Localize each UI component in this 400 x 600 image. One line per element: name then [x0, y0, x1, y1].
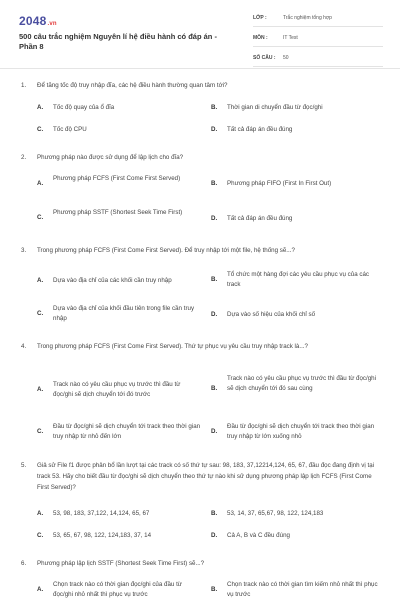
option-letter: D.: [211, 532, 218, 539]
meta-table: [253, 12, 383, 67]
option-letter: C.: [37, 532, 44, 539]
option-text: Thời gian di chuyển đầu từ đọc/ghi: [227, 104, 323, 111]
question-number: 4.: [21, 343, 27, 350]
option-letter: B.: [211, 510, 218, 517]
document-title: 500 câu trắc nghiệm Nguyên lí hệ điều hành có đáp án - Phần 8: [19, 32, 217, 51]
question-text: [21, 152, 381, 163]
meta-label-count: SỐ CÂU :: [253, 55, 276, 61]
question-3: [21, 245, 381, 256]
header-divider: [0, 68, 400, 69]
question-number: 2.: [21, 154, 27, 161]
option-text: Đầu từ đọc/ghi sẽ dịch chuyển tới track theo thời gian truy nhập từ nhỏ đến lớn: [53, 423, 201, 440]
question-6: [21, 558, 381, 569]
option-text: Tốc độ CPU: [53, 126, 87, 133]
site-logo[interactable]: [19, 14, 57, 28]
option-letter: C.: [37, 428, 44, 435]
question-1: [21, 80, 381, 91]
question-text: [21, 80, 381, 91]
option-text: Dựa vào địa chỉ của khối đầu tiên trong file cần truy nhập: [53, 305, 195, 322]
option-text: Chọn track nào có thời gian đọc/ghi của đầu từ đọc/ghi nhỏ nhất thì phục vụ trước: [53, 581, 182, 598]
option-text: 53, 65, 67, 98, 122, 124,183, 37, 14: [53, 532, 152, 539]
option-letter: A.: [37, 510, 44, 517]
logo-tld: .vn: [47, 21, 57, 27]
meta-value-class: Trắc nghiệm tổng hợp: [283, 15, 332, 21]
meta-value-subject: IT Test: [283, 35, 298, 41]
question-2: [21, 152, 381, 163]
option-letter: D.: [211, 311, 218, 318]
option-letter: B.: [211, 104, 218, 111]
option-letter: C.: [37, 310, 44, 317]
option-letter: D.: [211, 215, 218, 222]
option-letter: A.: [37, 180, 44, 187]
option-text: Tổ chức một hàng đợi các yêu cầu phục vụ của các track: [227, 271, 369, 288]
question-text: [21, 558, 381, 569]
option-letter: B.: [211, 276, 218, 283]
question-text: [21, 460, 382, 493]
option-text: Dựa vào địa chỉ của các khối cần truy nhập: [53, 277, 172, 284]
option-text: 53, 14, 37, 65,67, 98, 122, 124,183: [227, 510, 324, 517]
option-text: Phương pháp FIFO (First In First Out): [227, 180, 332, 187]
option-text: Tất cả đáp án đều đúng: [227, 215, 293, 222]
option-letter: C.: [37, 126, 44, 133]
option-text: Track nào có yêu cầu phục vụ trước thì đầu từ đọc/ghi sẽ dịch chuyển tới đó trước: [53, 381, 181, 398]
option-letter: D.: [211, 428, 218, 435]
option-text: Tốc độ quay của ổ đĩa: [53, 104, 115, 111]
option-letter: A.: [37, 386, 44, 393]
option-letter: A.: [37, 104, 44, 111]
option-text: 53, 98, 183, 37,122, 14,124, 65, 67: [53, 510, 150, 517]
meta-row-count: [253, 52, 383, 67]
option-text: Phương pháp SSTF (Shortest Seek Time First): [53, 209, 183, 216]
question-number: 6.: [21, 560, 27, 567]
meta-value-count: 50: [283, 55, 289, 61]
option-text: Phương pháp FCFS (First Come First Served): [53, 175, 181, 182]
question-body: Phương pháp lập lịch SSTF (Shortest Seek Time First) sẽ...?: [37, 560, 205, 567]
option-text: Chọn track nào có thời gian tìm kiếm nhỏ nhất thì phục vụ trước: [227, 581, 378, 598]
option-text: Cả A, B và C đều đúng: [227, 532, 290, 539]
question-number: 3.: [21, 247, 27, 254]
question-body: Phương pháp nào được sử dụng để lập lịch cho đĩa?: [37, 154, 184, 161]
logo-brand: 2048: [19, 14, 47, 28]
option-text: Đầu từ đọc/ghi sẽ dịch chuyển tới track theo thời gian truy nhập từ lớn xuống nhỏ: [227, 423, 375, 440]
option-letter: B.: [211, 180, 218, 187]
option-letter: C.: [37, 214, 44, 221]
option-text: Track nào có yêu cầu phục vụ trước thì đầu từ đọc/ghi sẽ dịch chuyển tới đó sau cùng: [227, 375, 377, 392]
option-text: Dựa vào số hiệu của khối chỉ số: [227, 311, 316, 318]
question-body: Trong phương pháp FCFS (First Come First Served). Để truy nhập tới một file, hệ thống sẽ...?: [37, 247, 295, 254]
question-text: [21, 341, 382, 352]
option-letter: A.: [37, 586, 44, 593]
option-letter: A.: [37, 277, 44, 284]
option-letter: B.: [211, 586, 218, 593]
document-header: [0, 0, 400, 66]
question-body: Để tăng tốc độ truy nhập đĩa, các hệ điều hành thường quan tâm tới?: [37, 82, 228, 89]
meta-row-subject: [253, 32, 383, 47]
option-text: Tất cả đáp án đều đúng: [227, 126, 293, 133]
question-body: Trong phương pháp FCFS (First Come First Served). Thứ tự phục vụ yêu cầu truy nhập track là...?: [37, 343, 308, 350]
meta-label-class: LỚP :: [253, 15, 267, 21]
option-letter: B.: [211, 385, 218, 392]
question-body: Giả sử File f1 được phân bổ lần lượt tại các track có số thứ tự sau: 98, 183, 37,12214,124, 65, 67, đầu đọc đang định vị tại track 53. Hãy cho biết đầu từ đọc/ghi sẽ dịch chuyển theo thứ tự nào khi sử dụng phương pháp lập lịch FCFS (First Come First Served)?: [37, 462, 375, 491]
meta-row-class: [253, 12, 383, 27]
meta-label-subject: MÔN :: [253, 35, 268, 41]
question-number: 1.: [21, 82, 27, 89]
option-letter: D.: [211, 126, 218, 133]
question-5: [21, 460, 381, 493]
question-number: 5.: [21, 462, 27, 469]
question-text: [21, 245, 381, 256]
question-4: [21, 341, 381, 352]
